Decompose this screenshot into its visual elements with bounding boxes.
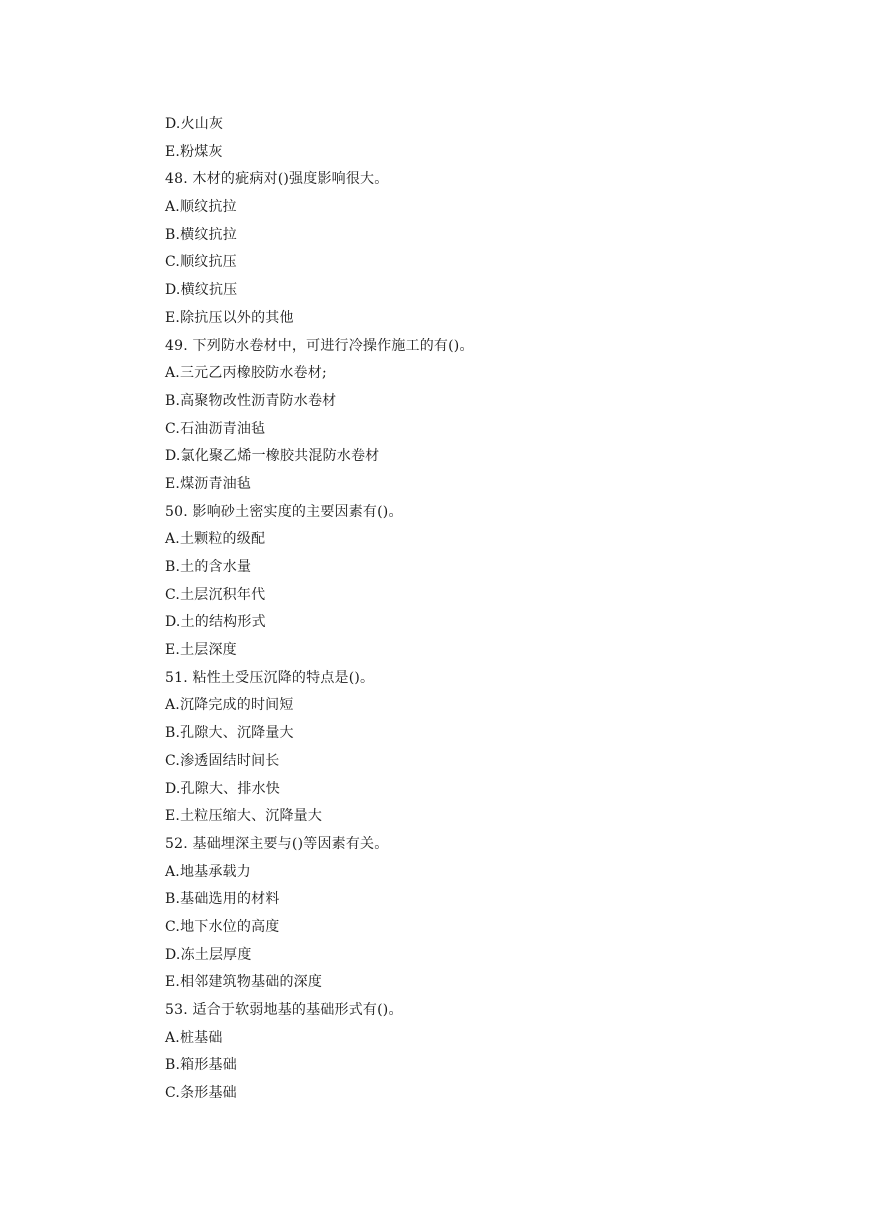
option-d-line: D.土的结构形式 <box>165 614 266 631</box>
option-c-line: C.石油沥青油毡 <box>165 420 266 437</box>
option-b-line: B.高聚物改性沥青防水卷材 <box>165 392 337 409</box>
option-e-line: E.煤沥青油毡 <box>165 475 252 492</box>
option-b-line: B.基础选用的材料 <box>165 891 280 908</box>
option-a-line: A.桩基础 <box>165 1029 223 1046</box>
document-body <box>165 111 805 1108</box>
option-c-line: C.土层沉积年代 <box>165 586 266 603</box>
option-a-line: A.地基承载力 <box>165 863 251 880</box>
option-c-line: C.地下水位的高度 <box>165 918 280 935</box>
option-d-line: D.孔隙大、排水快 <box>165 780 280 797</box>
question-48: 48. 木材的疵病对()强度影响很大。 <box>165 171 389 188</box>
question-52: 52. 基础埋深主要与()等因素有关。 <box>165 835 389 852</box>
option-b-line: B.横纹抗拉 <box>165 226 237 243</box>
option-d-line: D.横纹抗压 <box>165 282 238 299</box>
option-c-line: C.条形基础 <box>165 1085 237 1102</box>
option-a-line: A.三元乙丙橡胶防水卷材; <box>165 365 327 382</box>
option-a-line: A.土颗粒的级配 <box>165 531 266 548</box>
option-c-line: C.顺纹抗压 <box>165 254 237 271</box>
question-53: 53. 适合于软弱地基的基础形式有()。 <box>165 1002 403 1018</box>
question-50: 50. 影响砂土密实度的主要因素有()。 <box>165 503 403 520</box>
option-d-line: D.火山灰 <box>165 116 224 132</box>
option-a-line: A.顺纹抗拉 <box>165 199 237 216</box>
option-e-line: E.相邻建筑物基础的深度 <box>165 974 323 991</box>
option-a-line: A.沉降完成的时间短 <box>165 697 294 714</box>
option-d-line: D.氯化聚乙烯一橡胶共混防水卷材 <box>165 448 380 465</box>
option-e-line: E.土层深度 <box>165 642 237 659</box>
option-e-line: E.土粒压缩大、沉降量大 <box>165 808 323 825</box>
option-b-line: B.土的含水量 <box>165 559 252 575</box>
option-d-line: D.冻土层厚度 <box>165 946 252 963</box>
option-e-line: E.除抗压以外的其他 <box>165 309 294 326</box>
option-b-line: B.孔隙大、沉降量大 <box>165 725 294 742</box>
question-49: 49. 下列防水卷材中，可进行冷操作施工的有()。 <box>165 337 474 354</box>
option-e-line: E.粉煤灰 <box>165 143 223 160</box>
option-c-line: C.渗透固结时间长 <box>165 752 280 769</box>
option-b-line: B.箱形基础 <box>165 1057 237 1074</box>
question-51: 51. 粘性土受压沉降的特点是()。 <box>165 669 375 686</box>
